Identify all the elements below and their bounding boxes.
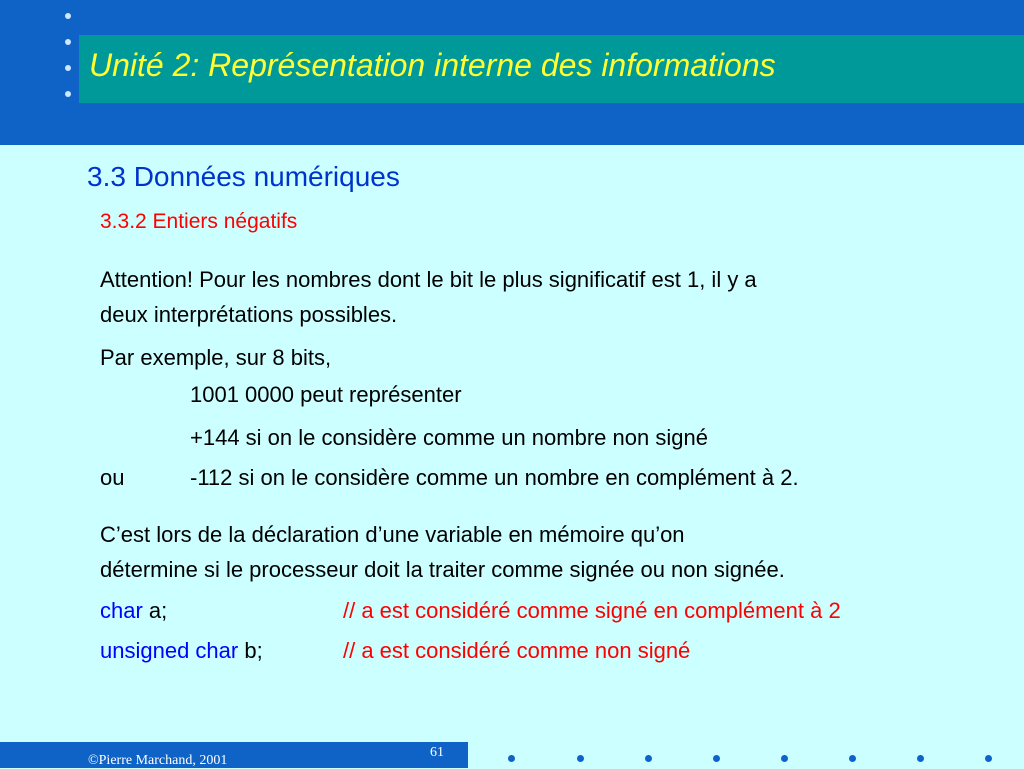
bullet-dot-icon <box>65 13 71 19</box>
paragraph-line: Par exemple, sur 8 bits, <box>100 345 332 370</box>
binary-example: 1001 0000 peut représenter <box>190 382 462 407</box>
copyright-notice: ©Pierre Marchand, 2001 <box>88 753 228 768</box>
footer-dot-icon <box>781 755 788 762</box>
section-heading: 3.3 Données numériques <box>87 161 400 192</box>
footer-dot-icon <box>849 755 856 762</box>
code-line-unsigned-char <box>100 638 263 664</box>
code-keyword: char <box>100 598 143 623</box>
sub-heading: 3.3.2 Entiers négatifs <box>100 210 298 233</box>
footer-dot-icon <box>645 755 652 762</box>
page-number: 61 <box>430 745 444 760</box>
paragraph-line: détermine si le processeur doit la traiter comme signée ou non signée. <box>100 557 785 582</box>
footer-dot-icon <box>713 755 720 762</box>
slide-title: Unité 2: Représentation interne des informations <box>89 47 776 83</box>
ou-label: ou <box>100 465 125 490</box>
code-line-char <box>100 598 167 624</box>
code-variable: a; <box>142 598 168 623</box>
code-keyword: unsigned char <box>100 638 239 663</box>
code-variable: b; <box>238 638 263 663</box>
bullet-dot-icon <box>65 91 71 97</box>
footer-dot-icon <box>577 755 584 762</box>
bullet-dot-icon <box>65 39 71 45</box>
footer-dot-icon <box>985 755 992 762</box>
title-box <box>79 35 1024 103</box>
paragraph-line: C’est lors de la déclaration d’une variable en mémoire qu’on <box>100 522 685 547</box>
signed-interpretation: -112 si on le considère comme un nombre en complément à 2. <box>190 465 799 490</box>
unsigned-interpretation: +144 si on le considère comme un nombre non signé <box>190 425 708 450</box>
paragraph-line: Attention! Pour les nombres dont le bit le plus significatif est 1, il y a <box>100 267 757 292</box>
footer-dot-icon <box>917 755 924 762</box>
footer-band <box>0 742 468 768</box>
code-comment: // a est considéré comme non signé <box>343 638 691 663</box>
bullet-dot-icon <box>65 65 71 71</box>
footer-dot-icon <box>508 755 515 762</box>
code-comment: // a est considéré comme signé en complément à 2 <box>343 598 841 623</box>
paragraph-line: deux interprétations possibles. <box>100 302 398 327</box>
